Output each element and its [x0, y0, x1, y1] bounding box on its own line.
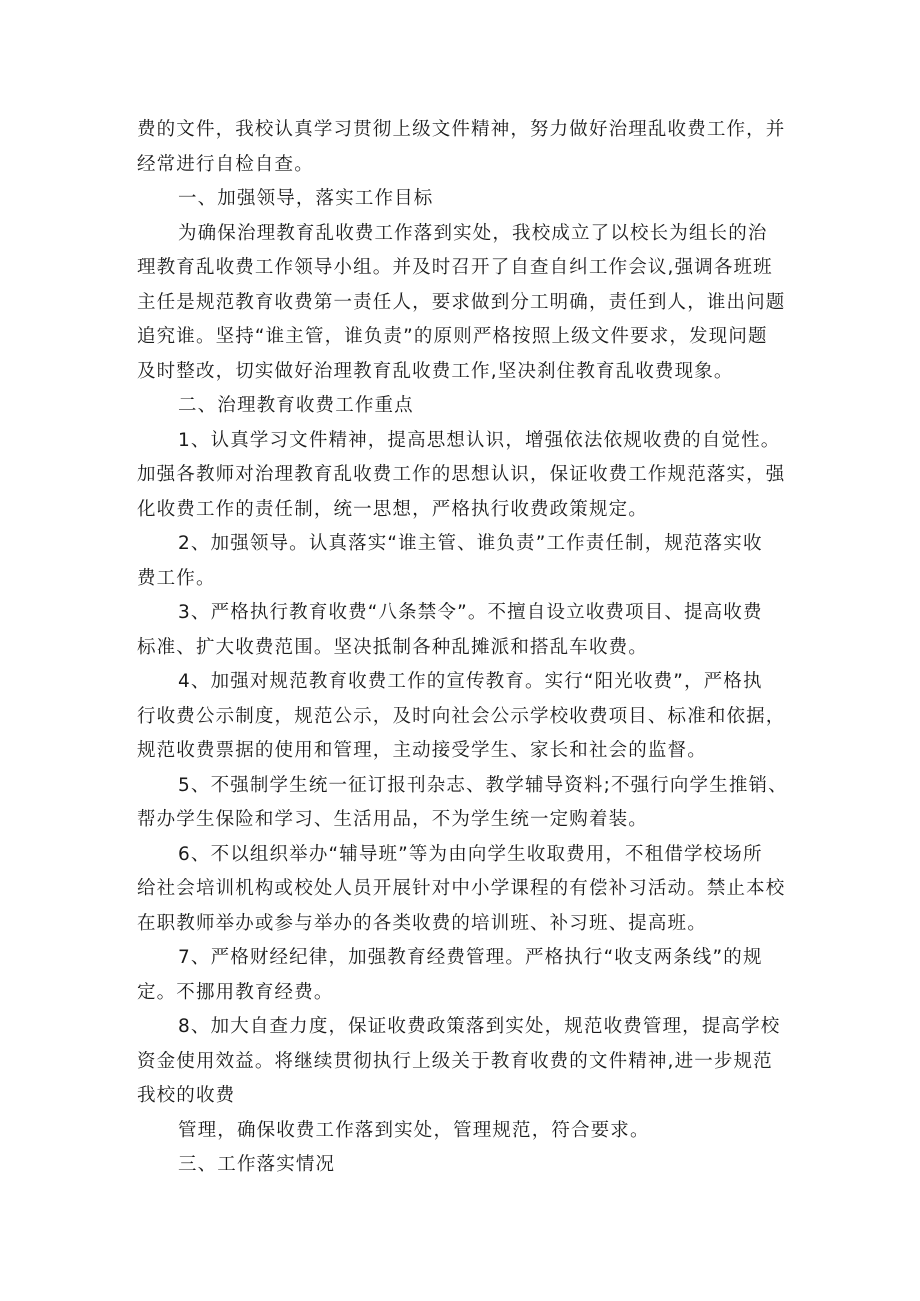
text-line: 管理，确保收费工作落到实处，管理规范，符合要求。 [178, 1119, 650, 1141]
text-line: 二、治理教育收费工作重点 [178, 395, 414, 416]
text-line: 理教育乱收费工作领导小组。并及时召开了自查自纠工作会议,强调各班班 [137, 257, 773, 278]
text-line: 经常进行自检自查。 [137, 153, 314, 175]
text-line: 加强各教师对治理教育乱收费工作的思想认识，保证收费工作规范落实，强 [137, 464, 786, 485]
text-line: 化收费工作的责任制，统一思想，严格执行收费政策规定。 [137, 498, 648, 520]
text-line: 行收费公示制度，规范公示，及时向社会公示学校收费项目、标准和依据， [137, 705, 786, 727]
text-line: 4、加强对规范教育收费工作的宣传教育。实行“阳光收费”，严格执 [178, 671, 763, 692]
text-line: 费工作。 [137, 567, 216, 589]
text-line: 标准、扩大收费范围。坚决抵制各种乱摊派和搭乱车收费。 [137, 636, 648, 658]
text-line: 定。不挪用教育经费。 [137, 981, 334, 1003]
text-line: 5、不强制学生统一征订报刊杂志、教学辅导资料;不强行向学生推销、 [178, 774, 788, 796]
text-line: 资金使用效益。将继续贯彻执行上级关于教育收费的文件精神,进一步规范 [137, 1050, 773, 1072]
text-line: 费的文件，我校认真学习贯彻上级文件精神，努力做好治理乱收费工作，并 [137, 119, 786, 140]
text-line: 1、认真学习文件精神，提高思想认识，增强依法依规收费的自觉性。 [178, 429, 781, 451]
text-line: 3、严格执行教育收费“八条禁令”。不擅自设立收费项目、提高收费 [178, 602, 763, 623]
text-line: 8、加大自查力度，保证收费政策落到实处，规范收费管理，提高学校 [178, 1016, 781, 1037]
text-line: 在职教师举办或参与举办的各类收费的培训班、补习班、提高班。 [137, 912, 707, 934]
text-line: 6、不以组织举办“辅导班”等为由向学生收取费用，不租借学校场所 [178, 843, 763, 865]
text-line: 追究谁。坚持“谁主管，谁负责”的原则严格按照上级文件要求，发现问题 [137, 326, 768, 347]
text-line: 2、加强领导。认真落实“谁主管、谁负责”工作责任制，规范落实收 [178, 533, 763, 554]
text-line: 为确保治理教育乱收费工作落到实处，我校成立了以校长为组长的治 [178, 222, 768, 244]
text-line: 规范收费票据的使用和管理，主动接受学生、家长和社会的监督。 [137, 740, 707, 761]
text-line: 帮办学生保险和学习、生活用品，不为学生统一定购着装。 [137, 809, 648, 830]
text-line: 主任是规范教育收费第一责任人，要求做到分工明确，责任到人，谁出问题 [137, 291, 786, 313]
document-body [137, 113, 792, 1183]
text-line: 7、严格财经纪律，加强教育经费管理。严格执行“收支两条线”的规 [178, 947, 763, 968]
text-line: 及时整改，切实做好治理教育乱收费工作,坚决刹住教育乱收费现象。 [137, 360, 734, 382]
text-line: 一、加强领导，落实工作目标 [178, 188, 434, 209]
text-line: 三、工作落实情况 [178, 1154, 336, 1175]
text-line: 我校的收费 [137, 1085, 236, 1106]
text-line: 给社会培训机构或校处人员开展针对中小学课程的有偿补习活动。禁止本校 [137, 878, 786, 899]
